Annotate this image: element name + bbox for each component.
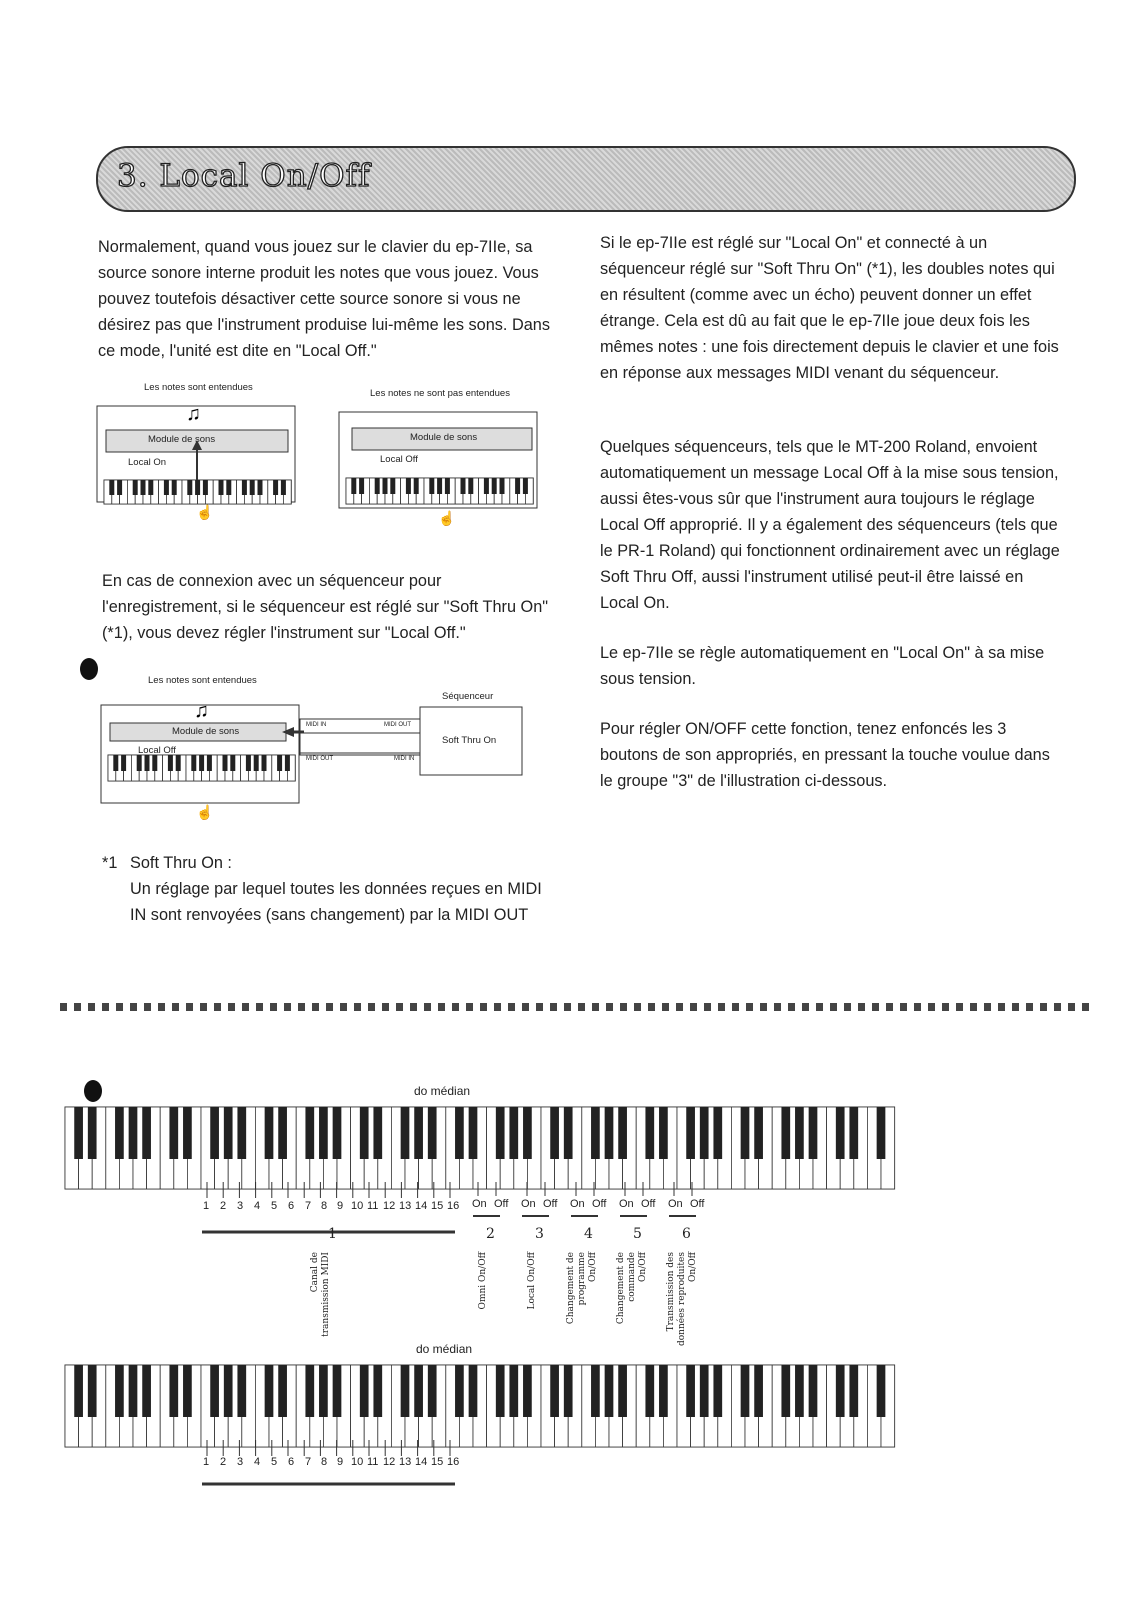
- black-key: [618, 1107, 627, 1159]
- on-label: On: [570, 1198, 585, 1210]
- black-key: [484, 478, 489, 494]
- black-key: [277, 755, 282, 771]
- right-paragraph-4: Pour régler ON/OFF cette fonction, tenez enfoncés les 3 boutons de son appropriés, en pressant la touche voulue dans le groupe "3" de l'illustration ci-dessous.: [600, 720, 1050, 790]
- black-key: [401, 1365, 410, 1417]
- black-key: [564, 1107, 573, 1159]
- black-key: [168, 755, 173, 771]
- black-key: [172, 480, 177, 495]
- black-key: [713, 1365, 722, 1417]
- channel-label: 16: [447, 1200, 460, 1212]
- channel-label: 2: [220, 1456, 227, 1468]
- black-key: [741, 1107, 750, 1159]
- group-number: 5: [633, 1226, 642, 1242]
- group-number: 6: [682, 1226, 691, 1242]
- black-key: [74, 1107, 83, 1159]
- black-key: [265, 1365, 274, 1417]
- black-key: [281, 480, 286, 495]
- bullet-icon: [80, 658, 98, 680]
- black-key: [121, 755, 126, 771]
- black-key: [373, 1107, 382, 1159]
- black-key: [445, 478, 450, 494]
- black-key: [278, 1107, 287, 1159]
- black-key: [414, 1107, 423, 1159]
- black-key: [461, 478, 466, 494]
- black-key: [262, 755, 267, 771]
- figure-local-on: [96, 382, 306, 522]
- channel-label: 6: [288, 1456, 295, 1468]
- channel-label: 12: [383, 1200, 396, 1212]
- black-key: [849, 1107, 858, 1159]
- sequencer-label: Séquenceur: [442, 691, 494, 702]
- group-label-3: Local On/Off: [527, 1252, 537, 1310]
- black-key: [509, 1107, 518, 1159]
- black-key: [183, 1107, 192, 1159]
- black-key: [795, 1107, 804, 1159]
- black-key: [230, 755, 235, 771]
- figure-local-off: [338, 388, 548, 528]
- black-key: [754, 1107, 763, 1159]
- black-key: [169, 1107, 178, 1159]
- channel-label: 15: [431, 1200, 444, 1212]
- dotted-divider: [60, 1003, 1090, 1011]
- svg-text:☝: ☝: [196, 504, 214, 520]
- black-key: [187, 480, 192, 495]
- group-label-1: Canal de transmission MIDI: [310, 1252, 331, 1337]
- channel-label: 9: [337, 1200, 344, 1212]
- black-key: [437, 478, 442, 494]
- black-key: [148, 480, 153, 495]
- figure-caption: Les notes sont entendues: [148, 675, 257, 686]
- group-number: 4: [584, 1226, 593, 1242]
- black-key: [754, 1365, 763, 1417]
- channel-label: 6: [288, 1200, 295, 1212]
- black-key: [500, 478, 505, 494]
- black-key: [591, 1365, 600, 1417]
- off-label: Off: [494, 1198, 509, 1210]
- black-key: [210, 1365, 219, 1417]
- black-key: [203, 480, 208, 495]
- black-key: [686, 1107, 695, 1159]
- group-label-6: Transmission des données reproduites On/Off: [666, 1252, 698, 1347]
- black-key: [142, 1107, 151, 1159]
- black-key: [605, 1365, 614, 1417]
- left-paragraph-2: En cas de connexion avec un séquenceur pour l'enregistrement, si le séquenceur est réglé sur "Soft Thru On" (*1), vous devez régler l'instrument sur "Local Off.": [102, 572, 549, 642]
- channel-label: 3: [237, 1456, 244, 1468]
- black-key: [523, 478, 528, 494]
- black-key: [145, 755, 150, 771]
- channel-label: 11: [367, 1200, 379, 1212]
- channel-label: 1: [203, 1456, 210, 1468]
- black-key: [492, 478, 497, 494]
- black-key: [455, 1365, 464, 1417]
- black-key: [109, 480, 114, 495]
- channel-label: 8: [321, 1456, 328, 1468]
- channel-label: 4: [254, 1456, 261, 1468]
- channel-label: 10: [351, 1200, 364, 1212]
- channel-label: 1: [203, 1200, 210, 1212]
- svg-text:☝: ☝: [196, 804, 214, 820]
- black-key: [401, 1107, 410, 1159]
- black-key: [305, 1365, 314, 1417]
- black-key: [74, 1365, 83, 1417]
- black-key: [496, 1365, 505, 1417]
- black-key: [659, 1107, 668, 1159]
- black-key: [183, 1365, 192, 1417]
- black-key: [141, 480, 146, 495]
- black-key: [115, 1107, 124, 1159]
- on-label: On: [472, 1198, 487, 1210]
- figure-caption: Les notes ne sont pas entendues: [370, 388, 510, 399]
- black-key: [224, 1107, 233, 1159]
- mode-label: Local Off: [380, 454, 418, 465]
- black-key: [237, 1365, 246, 1417]
- black-key: [169, 1365, 178, 1417]
- group-label-2: Omni On/Off: [478, 1252, 488, 1310]
- black-key: [809, 1107, 818, 1159]
- black-key: [618, 1365, 627, 1417]
- black-key: [133, 480, 138, 495]
- black-key: [700, 1107, 709, 1159]
- black-key: [207, 755, 212, 771]
- black-key: [509, 1365, 518, 1417]
- black-key: [117, 480, 122, 495]
- black-key: [285, 755, 290, 771]
- midi-in-label: MIDI IN: [394, 756, 415, 762]
- bullet-icon: [84, 1080, 102, 1102]
- black-key: [836, 1365, 845, 1417]
- black-key: [383, 478, 388, 494]
- right-paragraph-3: Le ep-7IIe se règle automatiquement en "Local On" à sa mise sous tension.: [600, 644, 1045, 688]
- black-key: [836, 1107, 845, 1159]
- left-paragraph-1: Normalement, quand vous jouez sur le clavier du ep-7IIe, sa source sonore interne produit les notes que vous jouez. Vous pouvez toutefois désactiver cette source sonore si vous ne désirez pas que l'instrument produise lui-même les sons. Dans ce mode, l'unité est dite en "Local Off.": [98, 238, 550, 360]
- on-label: On: [619, 1198, 634, 1210]
- group-label-5: Changement de commande On/Off: [616, 1252, 648, 1325]
- channel-label: 5: [271, 1456, 278, 1468]
- black-key: [686, 1365, 695, 1417]
- channel-label: 15: [431, 1456, 444, 1468]
- black-key: [129, 1365, 138, 1417]
- black-key: [258, 480, 263, 495]
- black-key: [333, 1365, 342, 1417]
- black-key: [319, 1107, 328, 1159]
- black-key: [242, 480, 247, 495]
- off-label: Off: [543, 1198, 558, 1210]
- black-key: [129, 1107, 138, 1159]
- black-key: [152, 755, 157, 771]
- black-key: [809, 1365, 818, 1417]
- black-key: [199, 755, 204, 771]
- black-key: [645, 1107, 654, 1159]
- black-key: [333, 1107, 342, 1159]
- black-key: [550, 1107, 559, 1159]
- black-key: [219, 480, 224, 495]
- group-label-4: Changement de programme On/Off: [566, 1252, 598, 1325]
- channel-label: 4: [254, 1200, 261, 1212]
- midi-in-label: MIDI IN: [306, 722, 327, 728]
- group-number: 3: [535, 1226, 544, 1242]
- channel-label: 13: [399, 1200, 412, 1212]
- black-key: [428, 1107, 437, 1159]
- black-key: [359, 478, 364, 494]
- mode-label: Local Off: [138, 745, 176, 756]
- black-key: [468, 478, 473, 494]
- group-number: 2: [486, 1226, 495, 1242]
- channel-label: 9: [337, 1456, 344, 1468]
- middle-c-label: do médian: [414, 1084, 471, 1098]
- black-key: [113, 755, 118, 771]
- module-label: Module de sons: [410, 432, 478, 443]
- black-key: [226, 480, 231, 495]
- black-key: [390, 478, 395, 494]
- off-label: Off: [592, 1198, 607, 1210]
- black-key: [469, 1365, 478, 1417]
- channel-label: 10: [351, 1456, 364, 1468]
- black-key: [515, 478, 520, 494]
- black-key: [305, 1107, 314, 1159]
- black-key: [246, 755, 251, 771]
- black-key: [414, 478, 419, 494]
- black-key: [428, 1365, 437, 1417]
- channel-label: 14: [415, 1456, 428, 1468]
- black-key: [496, 1107, 505, 1159]
- black-key: [781, 1365, 790, 1417]
- black-key: [523, 1365, 532, 1417]
- module-label: Module de sons: [172, 726, 240, 737]
- midi-out-label: MIDI OUT: [306, 756, 333, 762]
- black-key: [877, 1365, 886, 1417]
- black-key: [164, 480, 169, 495]
- black-key: [319, 1365, 328, 1417]
- black-key: [360, 1365, 369, 1417]
- figure-sequencer: [100, 675, 530, 825]
- black-key: [781, 1107, 790, 1159]
- black-key: [523, 1107, 532, 1159]
- black-key: [713, 1107, 722, 1159]
- black-key: [406, 478, 411, 494]
- soft-thru-label: Soft Thru On: [442, 735, 497, 746]
- black-key: [360, 1107, 369, 1159]
- black-key: [351, 478, 356, 494]
- black-key: [224, 1365, 233, 1417]
- black-key: [795, 1365, 804, 1417]
- black-key: [455, 1107, 464, 1159]
- on-label: On: [521, 1198, 536, 1210]
- black-key: [254, 755, 259, 771]
- black-key: [210, 1107, 219, 1159]
- channel-label: 13: [399, 1456, 412, 1468]
- black-key: [591, 1107, 600, 1159]
- black-key: [88, 1365, 97, 1417]
- black-key: [414, 1365, 423, 1417]
- svg-text:☝: ☝: [438, 510, 456, 526]
- on-label: On: [668, 1198, 683, 1210]
- footnote-title: Soft Thru On :: [130, 854, 232, 872]
- black-key: [429, 478, 434, 494]
- black-key: [373, 1365, 382, 1417]
- black-key: [605, 1107, 614, 1159]
- module-label: Module de sons: [148, 434, 216, 445]
- black-key: [176, 755, 181, 771]
- black-key: [645, 1365, 654, 1417]
- black-key: [237, 1107, 246, 1159]
- channel-label: 12: [383, 1456, 396, 1468]
- black-key: [741, 1365, 750, 1417]
- svg-text:♫: ♫: [186, 403, 201, 425]
- black-key: [375, 478, 380, 494]
- channel-label: 16: [447, 1456, 460, 1468]
- black-key: [564, 1365, 573, 1417]
- midi-out-label: MIDI OUT: [384, 722, 411, 728]
- black-key: [88, 1107, 97, 1159]
- figure-caption: Les notes sont entendues: [144, 382, 253, 393]
- right-paragraph-2: Quelques séquenceurs, tels que le MT-200 Roland, envoient automatiquement un message Local Off à la mise sous tension, aussi êtes-vous sûr que l'instrument aura toujours le réglage Local Off approprié. Il y a également des séquenceurs (tels que le PR-1 Roland) qui fonctionnent ordinairement avec un réglage Soft Thru Off, aussi l'instrument utilisé peut-il être laissé en Local On.: [600, 438, 1060, 612]
- channel-label: 2: [220, 1200, 227, 1212]
- section-title: 3. Local On/Off: [117, 158, 371, 194]
- black-key: [849, 1365, 858, 1417]
- channel-label: 7: [305, 1456, 312, 1468]
- black-key: [195, 480, 200, 495]
- footnote-mark: *1: [102, 854, 118, 872]
- off-label: Off: [690, 1198, 705, 1210]
- channel-label: 3: [237, 1200, 244, 1212]
- svg-text:♫: ♫: [194, 700, 209, 722]
- black-key: [223, 755, 228, 771]
- black-key: [142, 1365, 151, 1417]
- group-number: 1: [328, 1226, 337, 1242]
- black-key: [550, 1365, 559, 1417]
- off-label: Off: [641, 1198, 656, 1210]
- black-key: [115, 1365, 124, 1417]
- black-key: [278, 1365, 287, 1417]
- right-paragraph-1: Si le ep-7IIe est réglé sur "Local On" et connecté à un séquenceur réglé sur "Soft Thru On" (*1), les doubles notes qui en résultent (comme avec un écho) peuvent donner un effet étrange. Cela est dû au fait que le ep-7IIe joue deux fois les mêmes notes : une fois directement depuis le clavier et une fois en réponse aux messages MIDI venant du séquenceur.: [600, 234, 1059, 382]
- channel-label: 11: [367, 1456, 379, 1468]
- channel-label: 8: [321, 1200, 328, 1212]
- black-key: [700, 1365, 709, 1417]
- footnote-text: Un réglage par lequel toutes les données reçues en MIDI IN sont renvoyées (sans changement) par la MIDI OUT: [130, 880, 542, 924]
- channel-label: 14: [415, 1200, 428, 1212]
- channel-label: 5: [271, 1200, 278, 1212]
- black-key: [877, 1107, 886, 1159]
- black-key: [265, 1107, 274, 1159]
- black-key: [137, 755, 142, 771]
- middle-c-label: do médian: [416, 1342, 473, 1356]
- black-key: [250, 480, 255, 495]
- keyboard-diagram: [338, 398, 548, 528]
- channel-label: 7: [305, 1200, 312, 1212]
- black-key: [659, 1365, 668, 1417]
- mode-label: Local On: [128, 457, 167, 468]
- black-key: [191, 755, 196, 771]
- black-key: [273, 480, 278, 495]
- black-key: [469, 1107, 478, 1159]
